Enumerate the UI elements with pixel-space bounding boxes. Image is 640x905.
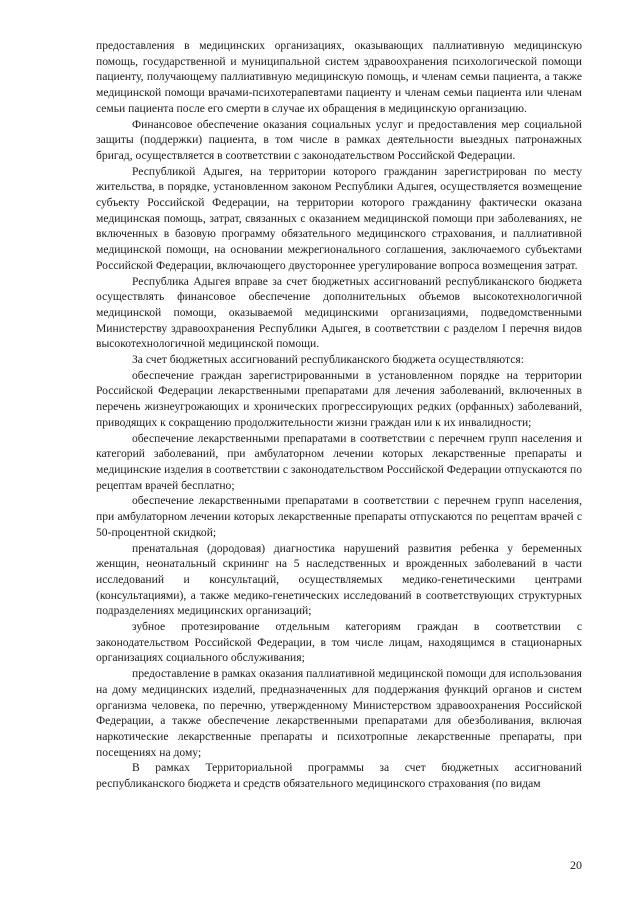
paragraph: Финансовое обеспечение оказания социальных услуг и предоставления мер социальной защиты (поддержки) пациента, в том числе в рамках деятельности выездных патронажных бригад, осуществляется в соответствии с законодательством Российской Федерации. <box>96 117 582 162</box>
paragraph: обеспечение граждан зарегистрированными в установленном порядке на территории Российской Федерации лекарственными препаратами для лечения заболеваний, включенных в перечень жизнеугрожающих и хронических прогрессирующих редких (орфанных) заболеваний, приводящих к сокращению продолжительности жизни граждан или к их инвалидности; <box>96 368 582 429</box>
paragraph: предоставления в медицинских организациях, оказывающих паллиативную медицинскую помощь, государственной и муниципальной систем здравоохранения психологической помощи пациенту, получающему паллиативную медицинскую помощь, и членам семьи пациента, а также медицинской помощи врачами-психотерапевтами пациенту и членам семьи пациента или членам семьи пациента после его смерти в случае их обращения в медицинскую организацию. <box>96 39 582 115</box>
page-number: 20 <box>570 858 582 872</box>
paragraph: Республикой Адыгея, на территории которого гражданин зарегистрирован по месту жительства, в порядке, установленном законом Республики Адыгея, осуществляется возмещение субъекту Российской Федерации, на территории которого гражданину фактически оказана медицинская помощь, затрат, связанных с оказанием медицинской помощи при заболеваниях, не включенных в базовую программу обязательного медицинского страхования, и паллиативной медицинской помощи, на основании межрегионального соглашения, заключаемого субъектами Российской Федерации, включающего двустороннее урегулирование вопроса возмещения затрат. <box>96 164 582 272</box>
paragraph: В рамках Территориальной программы за счет бюджетных ассигнований республиканского бюджета и средств обязательного медицинского страхования (по видам <box>96 761 582 791</box>
paragraph: За счет бюджетных ассигнований республиканского бюджета осуществляются: <box>132 353 524 367</box>
paragraph: пренатальная (дородовая) диагностика нарушений развития ребенка у беременных женщин, неонатальный скрининг на 5 наследственных и врожденных заболеваний в части исследований и консультаций, осуществляемых медико-генетическими центрами (консультациями), а также медико-генетических исследований в соответствующих структурных подразделениях медицинских организаций; <box>96 541 582 618</box>
paragraph: Республика Адыгея вправе за счет бюджетных ассигнований республиканского бюджета осуществлять финансовое обеспечение дополнительных объемов высокотехнологичной медицинской помощи, оказываемой медицинскими организациями, подведомственными Министерству здравоохранения Республики Адыгея, в соответствии с разделом I перечня видов высокотехнологичной медицинской помощи. <box>96 274 582 351</box>
paragraph: обеспечение лекарственными препаратами в соответствии с перечнем групп населения и категорий заболеваний, при амбулаторном лечении которых лекарственные препараты и медицинские изделия в соответствии с законодательством Российской Федерации отпускаются по рецептам врачей бесплатно; <box>96 431 582 492</box>
document-body <box>96 38 582 792</box>
paragraph: обеспечение лекарственными препаратами в соответствии с перечнем групп населения, при амбулаторном лечении которых лекарственные препараты отпускаются по рецептам врачей с 50-процентной скидкой; <box>96 494 582 539</box>
paragraph: предоставление в рамках оказания паллиативной медицинской помощи для использования на дому медицинских изделий, предназначенных для поддержания функций органов и систем организма человека, по перечню, утвержденному Министерством здравоохранения Российской Федерации, а также обеспечение лекарственными препаратами для обезболивания, включая наркотические лекарственные препараты и психотропные лекарственные препараты, при посещениях на дому; <box>96 667 582 759</box>
paragraph: зубное протезирование отдельным категориям граждан в соответствии с законодательством Российской Федерации, в том числе лицам, находящимся в стационарных организациях социального обслуживания; <box>96 620 582 665</box>
